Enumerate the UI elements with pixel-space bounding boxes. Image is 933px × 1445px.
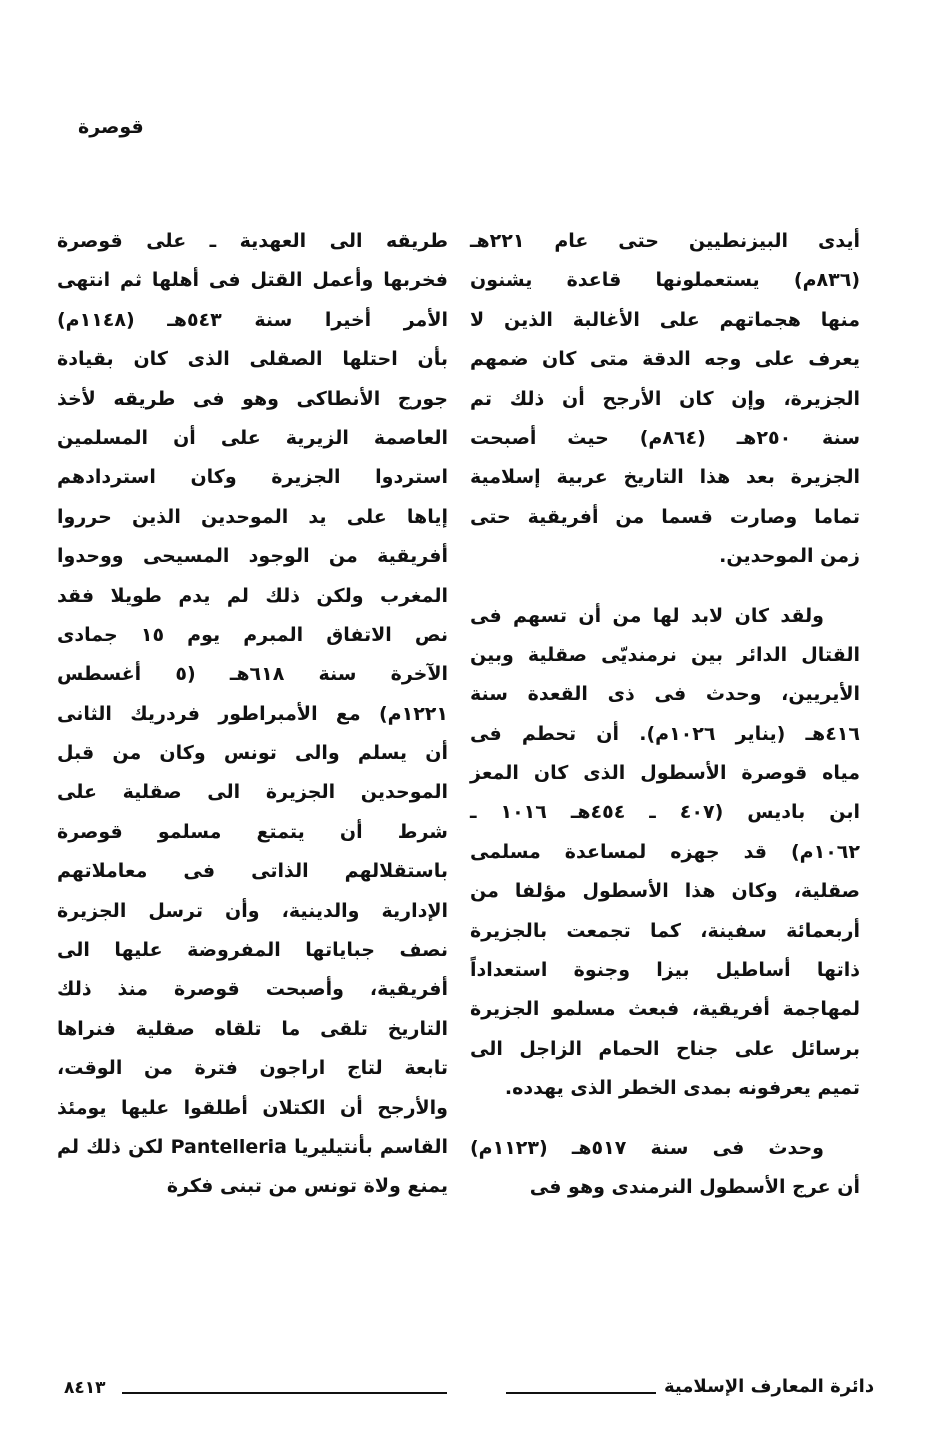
footer-publication-title: دائرة المعارف الإسلامية [664, 1376, 875, 1397]
text-line: أفريقية من الوجود المسيحى ووحدوا [57, 545, 448, 568]
text-line: أيدى البيزنطيين حتى عام ٢٢١هـ [470, 230, 860, 252]
paragraph [57, 222, 448, 1207]
text-line: التاريخ تلقى ما تلقاه صقلية فنراها [57, 1017, 448, 1040]
right-column [470, 222, 860, 1227]
text-line: لمهاجمة أفريقية، فبعث مسلمو الجزيرة [470, 998, 860, 1021]
text-line: سنة ٢٥٠هـ (٨٦٤م) حيث أصبحت [470, 426, 861, 449]
text-line: الأيريين، وحدث فى ذى القعدة سنة [470, 683, 860, 706]
footer-rule-right [506, 1392, 656, 1394]
text-line: يعرف على وجه الدقة متى كان ضمهم [470, 348, 860, 371]
text-line: الجزيرة بعد هذا التاريخ عربية إسلامية [470, 466, 860, 489]
text-line: والأرجح أن الكتلان أطلقوا عليها يومئذ [57, 1096, 448, 1119]
text-line: الإدارية والدينية، وأن ترسل الجزيرة [57, 899, 448, 922]
text-line: أربعمائة سفينة، كما تجمعت بالجزيرة [470, 919, 860, 942]
text-line: (٨٣٦م) يستعملونها قاعدة يشنون [470, 269, 860, 292]
text-line: الآخرة سنة ٦١٨هـ (٥ أغسطس [57, 663, 449, 686]
text-line: أن يسلم والى تونس وكان من قبل [57, 742, 448, 765]
text-line: ولقد كان لابد لها من أن تسهم فى [470, 604, 824, 627]
text-line: ٤١٦هـ (يناير ١٠٢٦م). أن تحطم فى [470, 722, 860, 745]
text-line: الموحدين الجزيرة الى صقلية على [57, 781, 448, 804]
text-line: ١٠٦٢م) قد جهزه لمساعدة مسلمى [470, 840, 860, 863]
text-line: استردوا الجزيرة وكان استردادهم [57, 466, 448, 489]
text-line: نصف جباياتها المفروضة عليها الى [57, 939, 448, 962]
text-line: أن عرج الأسطول النرمندى وهو فى [529, 1175, 860, 1198]
text-line: صقلية، وكان هذا الأسطول مؤلفا من [470, 880, 860, 903]
text-line: يمنع ولاة تونس من تبنى فكرة [166, 1175, 448, 1198]
footer-rule-left [122, 1392, 447, 1394]
left-column [57, 222, 448, 1227]
text-line: الأمر أخيرا سنة ٥٤٣هـ (١١٤٨م) [57, 308, 448, 331]
paragraph [470, 1129, 860, 1208]
text-line: نص الاتفاق المبرم يوم ١٥ جمادى [57, 623, 448, 646]
text-line: بأن احتلها الصقلى الذى كان بقيادة [57, 348, 448, 371]
text-line: المغرب ولكن ذلك لم يدم طويلا فقد [57, 584, 448, 607]
text-line: شرط أن يتمتع مسلمو قوصرة [57, 820, 448, 843]
text-line: تميم يعرفونه بمدى الخطر الذى يهدده. [504, 1077, 860, 1100]
text-line: القتال الدائر بين نرمنديّى صقلية وبين [470, 643, 860, 666]
text-line: جورج الأنطاكى وهو فى طريقه لأخذ [57, 387, 448, 410]
text-line: مياه قوصرة الأسطول الذى كان المعز [470, 762, 860, 785]
text-line: فخربها وأعمل القتل فى أهلها ثم انتهى [57, 269, 448, 292]
text-line: العاصمة الزيرية على أن المسلمين [57, 426, 448, 449]
text-line: تابعة لتاج اراجون فترة من الوقت، [57, 1057, 448, 1080]
text-line: الجزيرة، وإن كان الأرجح أن ذلك تم [470, 387, 860, 410]
text-line: ابن باديس (٤٠٧ ـ ٤٥٤هـ ١٠١٦ ـ [470, 801, 860, 824]
page-number: ٨٤١٣ [64, 1378, 106, 1398]
text-line: وحدث فى سنة ٥١٧هـ (١١٢٣م) [470, 1136, 824, 1159]
text-line: ذاتها أساطيل بيزا وجنوة استعداداً [470, 959, 860, 982]
text-line: منها هجماتهم على الأغالبة الذين لا [470, 308, 860, 331]
text-line: ١٢٢١م) مع الأمبراطور فردريك الثانى [57, 702, 448, 725]
text-line: إياها على يد الموحدين الذين حرروا [57, 505, 448, 528]
text-line: تماما وصارت قسما من أفريقية حتى [470, 505, 860, 528]
text-line: القاسم بأنتيليريا Pantelleria لكن ذلك لم [57, 1135, 448, 1158]
text-line: طريقه الى العهدية ـ على قوصرة [57, 230, 448, 252]
paragraph [470, 222, 860, 577]
text-line: باستقلالهم الذاتى فى معاملاتهم [57, 860, 448, 883]
paragraph [470, 597, 860, 1109]
text-line: زمن الموحدين. [719, 545, 860, 568]
text-line: برسائل على جناح الحمام الزاجل الى [470, 1037, 860, 1060]
text-line: أفريقية، وأصبحت قوصرة منذ ذلك [57, 978, 448, 1001]
running-title: قوصرة [78, 116, 144, 138]
